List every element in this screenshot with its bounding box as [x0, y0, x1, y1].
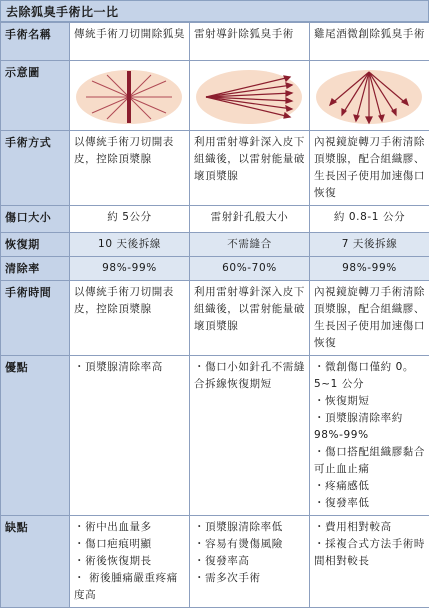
row-label-diagram: 示意圖 [1, 61, 70, 131]
diagram-col2 [190, 61, 310, 131]
list-item: ・傷口小如針孔不需縫合拆線恢復期短 [194, 359, 305, 393]
list-item: ・採複合式方法手術時間相對較長 [314, 536, 425, 570]
laser-needle-diagram [192, 67, 306, 127]
recovery-col3: 7 天後拆線 [310, 233, 429, 257]
time-col1: 以傳統手術刀切開表皮，控除頂漿腺 [70, 281, 190, 356]
list-item: ・傷口搭配組織膠黏合可止血止痛 [314, 444, 425, 478]
header-col2: 雷射導針除狐臭手術 [190, 23, 310, 61]
list-item: ・需多次手術 [194, 570, 305, 587]
incision-diagram [72, 67, 186, 127]
pros-col2 [190, 356, 310, 516]
list-item: ・術中出血量多 [74, 519, 185, 536]
method-row [1, 131, 429, 206]
removal-row [1, 257, 429, 281]
time-col3: 內視鏡旋轉刀手術清除頂漿腺，配合組織膠、生長因子使用加速傷口恢復 [310, 281, 429, 356]
wound-row [1, 206, 429, 233]
list-item: ・傷口疤痕明顯 [74, 536, 185, 553]
list-item: ・術後恢復期長 [74, 553, 185, 570]
row-label-method: 手術方式 [1, 131, 70, 206]
list-item: ・復發率低 [314, 495, 425, 512]
list-item: ・ 術後腫痛嚴重疼痛度高 [74, 570, 185, 604]
pros-col3 [310, 356, 429, 516]
row-label-removal: 清除率 [1, 257, 70, 281]
list-item: ・頂漿腺清除率低 [194, 519, 305, 536]
wound-col3: 約 0.8-1 公分 [310, 206, 429, 233]
method-col2: 利用雷射導針深入皮下組織後，以雷射能量破壞頂漿腺 [190, 131, 310, 206]
row-label-pros: 優點 [1, 356, 70, 516]
minimally-invasive-diagram [312, 67, 426, 127]
recovery-row [1, 233, 429, 257]
time-row [1, 281, 429, 356]
page-title: 去除狐臭手術比一比 [0, 0, 429, 22]
list-item: ・容易有燙傷風險 [194, 536, 305, 553]
wound-col2: 雷射針孔般大小 [190, 206, 310, 233]
diagram-row [1, 61, 429, 131]
list-item: ・微創傷口僅約 0。5~1 公分 [314, 359, 425, 393]
recovery-col1: 10 天後拆線 [70, 233, 190, 257]
method-col3: 內視鏡旋轉刀手術清除頂漿腺，配合組織膠、生長因子使用加速傷口恢復 [310, 131, 429, 206]
wound-col1: 約 5公分 [70, 206, 190, 233]
header-col3: 雞尾酒微創除狐臭手術 [310, 23, 429, 61]
removal-col1: 98%-99% [70, 257, 190, 281]
comparison-table [0, 22, 429, 608]
time-col2: 利用雷射導針深入皮下組織後，以雷射能量破壞頂漿腺 [190, 281, 310, 356]
removal-col2: 60%-70% [190, 257, 310, 281]
list-item: ・頂漿腺清除率約98%-99% [314, 410, 425, 444]
pros-row [1, 356, 429, 516]
diagram-col1 [70, 61, 190, 131]
method-col1: 以傳統手術刀切開表皮，控除頂漿腺 [70, 131, 190, 206]
list-item: ・頂漿腺清除率高 [74, 359, 185, 376]
list-item: ・復發率高 [194, 553, 305, 570]
row-label-wound: 傷口大小 [1, 206, 70, 233]
header-col1: 傳統手術刀切開除狐臭 [70, 23, 190, 61]
row-label-time: 手術時間 [1, 281, 70, 356]
list-item: ・費用相對較高 [314, 519, 425, 536]
list-item: ・恢復期短 [314, 393, 425, 410]
row-label-cons: 缺點 [1, 516, 70, 608]
removal-col3: 98%-99% [310, 257, 429, 281]
row-label-recovery: 恢復期 [1, 233, 70, 257]
diagram-col3 [310, 61, 429, 131]
row-label-name: 手術名稱 [1, 23, 70, 61]
header-row [1, 23, 429, 61]
pros-col1 [70, 356, 190, 516]
recovery-col2: 不需縫合 [190, 233, 310, 257]
list-item: ・疼痛感低 [314, 478, 425, 495]
